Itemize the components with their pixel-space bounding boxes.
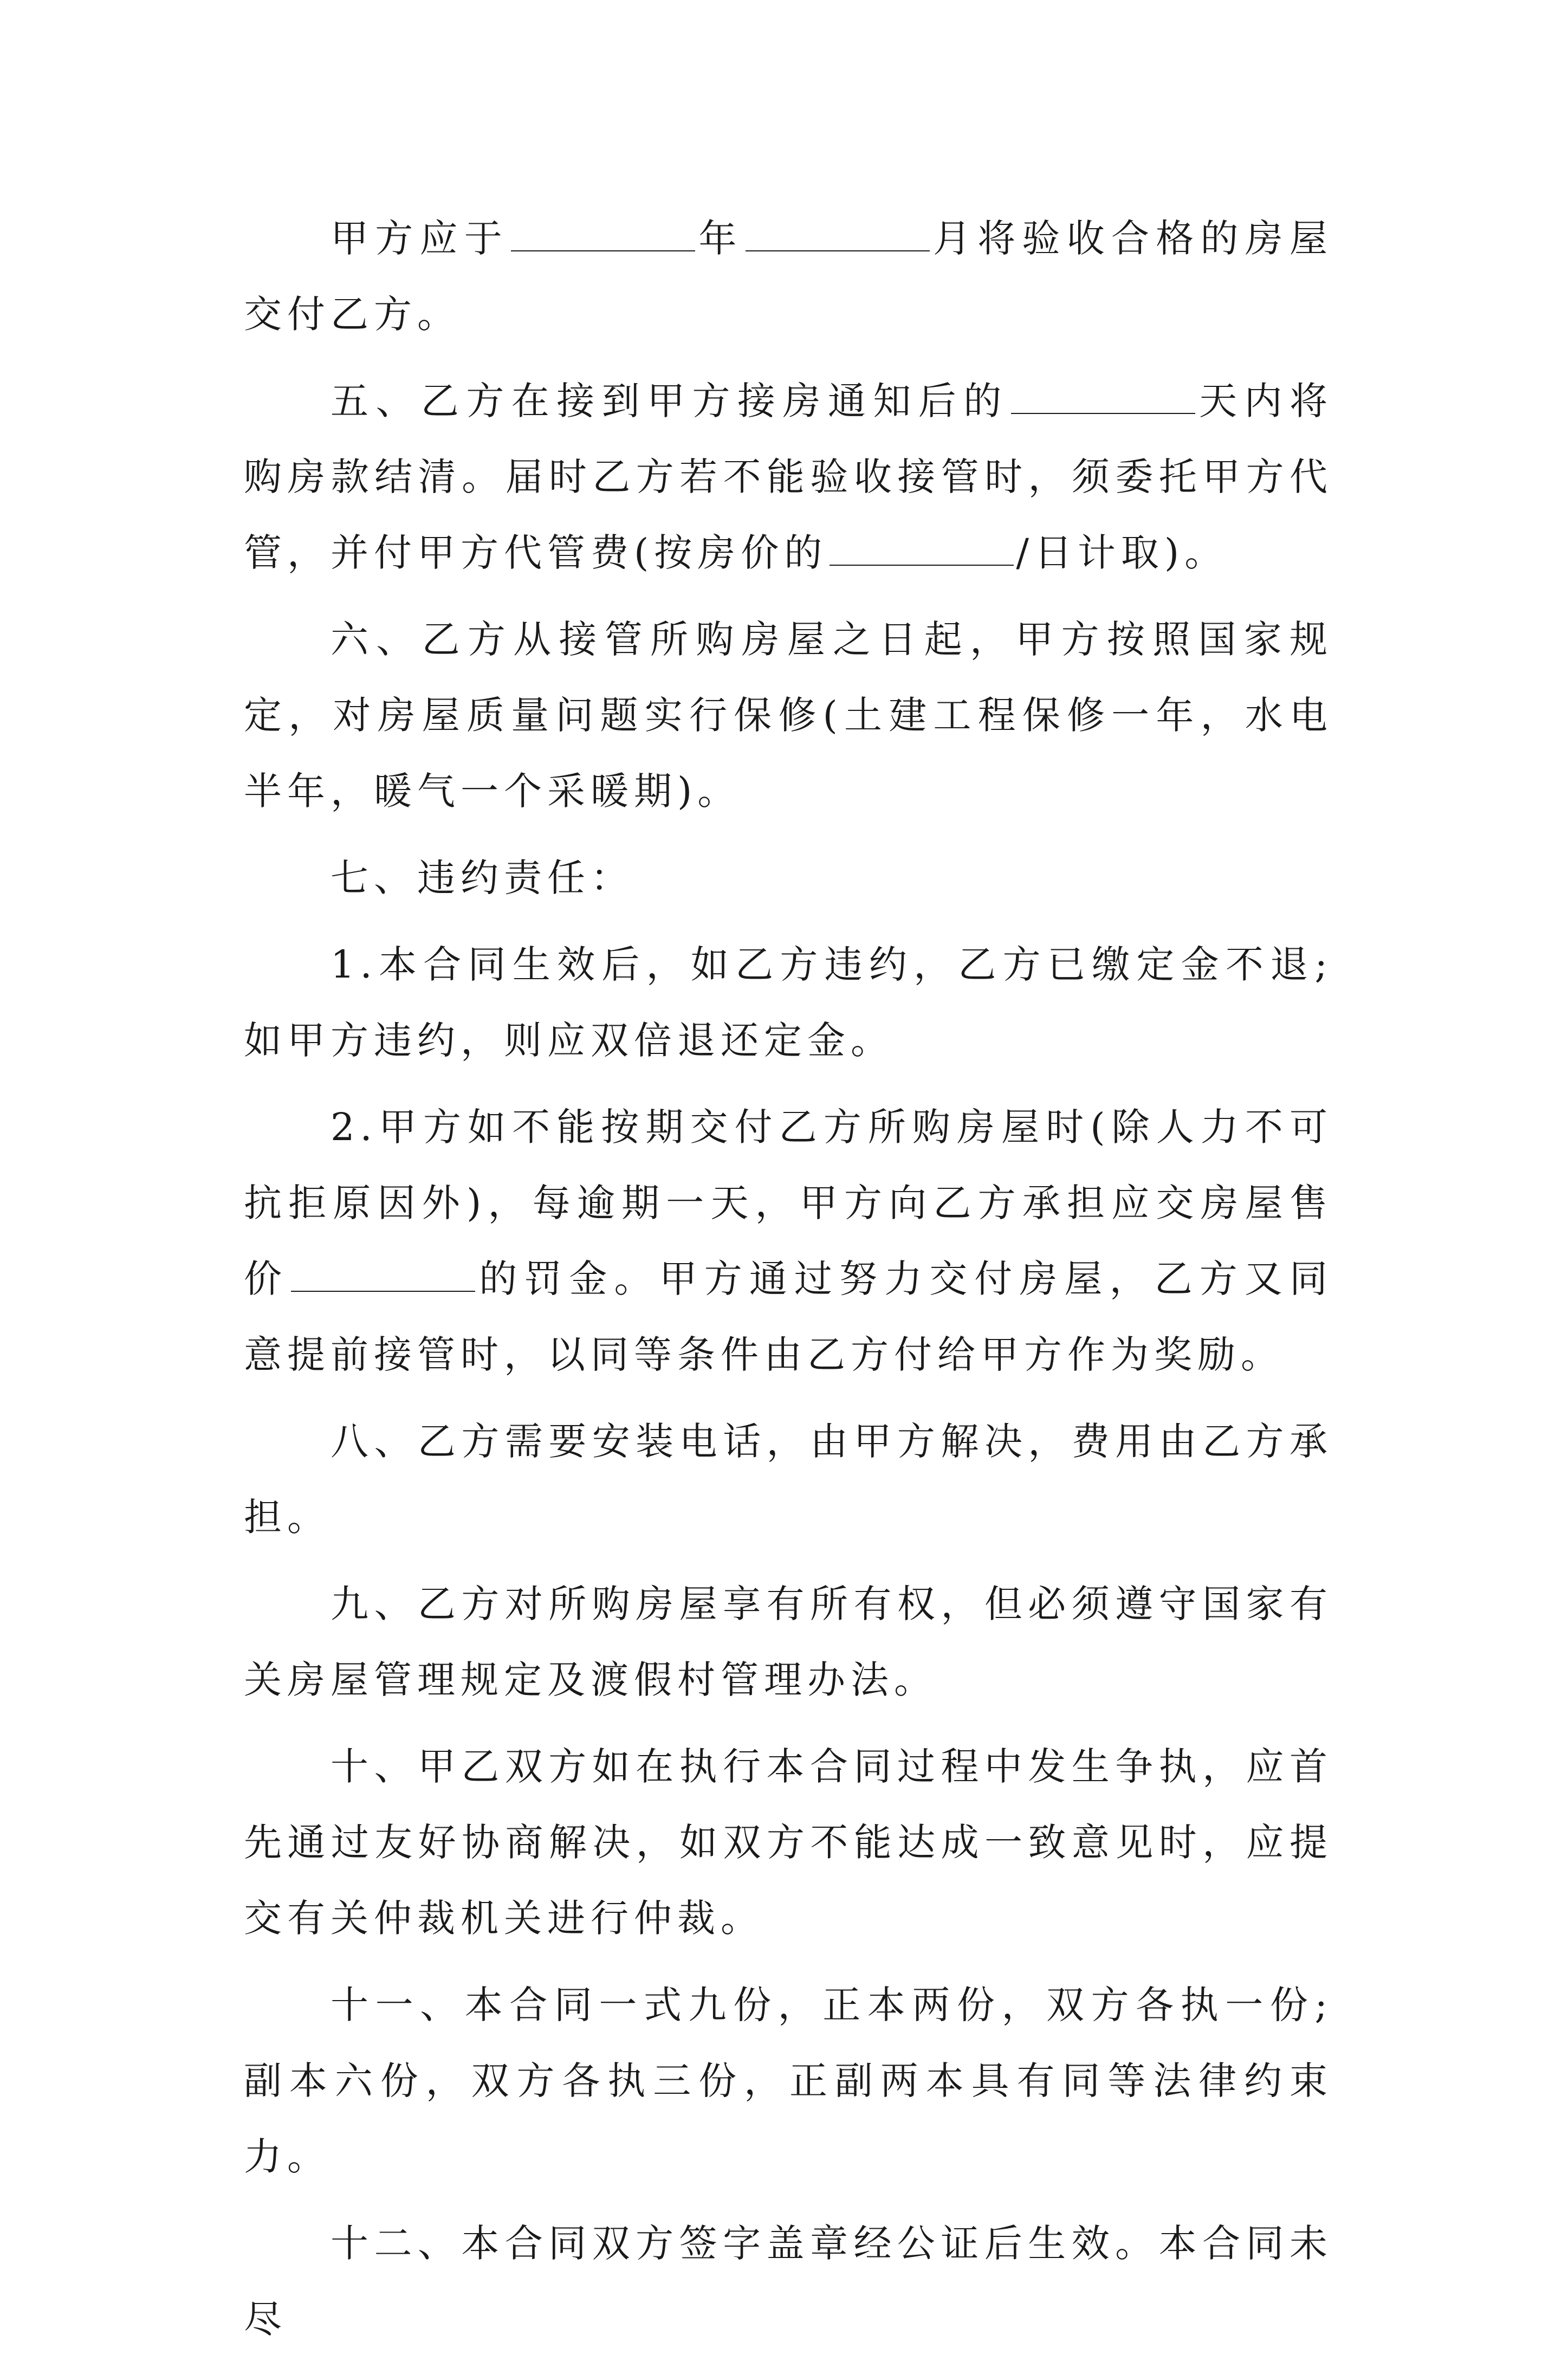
paragraph-text: 九、乙方对所购房屋享有所有权，但必须遵守国家有关房屋管理规定及渡假村管理办法。 xyxy=(244,1582,1333,1702)
blank-field-penalty xyxy=(291,1257,475,1292)
paragraph-text: 年 xyxy=(697,216,743,261)
paragraph-clause-7 xyxy=(244,840,1333,916)
paragraph-text: 八、乙方需要安装电话，由甲方解决，费用由乙方承担。 xyxy=(244,1419,1333,1539)
paragraph-clause-7-2 xyxy=(244,1089,1333,1393)
paragraph-text: 七、违约责任： xyxy=(331,856,634,900)
paragraph-text: 1.本合同生效后，如乙方违约，乙方已缴定金不退;如甲方违约，则应双倍退还定金。 xyxy=(244,942,1333,1063)
paragraph-clause-5 xyxy=(244,363,1333,591)
paragraph-clause-12 xyxy=(244,2205,1333,2357)
paragraph-delivery xyxy=(244,200,1333,352)
paragraph-text: 六、乙方从接管所购房屋之日起，甲方按照国家规定，对房屋质量问题实行保修(土建工程保修一年，水电半年，暖气一个采暖期)。 xyxy=(244,617,1333,813)
paragraph-clause-9 xyxy=(244,1566,1333,1718)
paragraph-text: 十二、本合同双方签字盖章经公证后生效。本合同未尽 xyxy=(244,2221,1333,2341)
blank-field-year xyxy=(511,217,695,251)
paragraph-text: 十、甲乙双方如在执行本合同过程中发生争执，应首先通过友好协商解决，如双方不能达成一致意见时，应提交有关仲裁机关进行仲裁。 xyxy=(244,1744,1333,1940)
contract-body xyxy=(244,200,1333,2368)
blank-field-rate xyxy=(830,531,1014,566)
paragraph-clause-6 xyxy=(244,601,1333,829)
paragraph-clause-8 xyxy=(244,1403,1333,1555)
paragraph-text: 的罚金。甲方通过努力交付房屋，乙方又同意提前接管时，以同等条件由乙方付给甲方作为奖励。 xyxy=(244,1257,1333,1377)
paragraph-text: 十一、本合同一式九份，正本两份，双方各执一份;副本六份，双方各执三份，正副两本具有同等法律约束力。 xyxy=(244,1983,1333,2179)
paragraph-text: 五、乙方在接到甲方接房通知后的 xyxy=(331,379,1009,423)
paragraph-clause-7-1 xyxy=(244,927,1333,1078)
blank-field-days xyxy=(1011,379,1195,414)
paragraph-text: /日计取)。 xyxy=(1016,530,1228,575)
paragraph-text: 2.甲方如不能按期交付乙方所购房屋时(除人力不可抗拒原因外)，每逾期一天，甲方向乙方承担应交房屋售价 xyxy=(244,1105,1333,1301)
paragraph-text: 甲方应于 xyxy=(331,216,509,261)
blank-field-month xyxy=(746,217,930,251)
paragraph-clause-10 xyxy=(244,1729,1333,1956)
paragraph-text: 月将验收合格的房屋交付乙方。 xyxy=(244,216,1333,337)
paragraph-clause-11 xyxy=(244,1967,1333,2195)
paragraph-text: 天内将购房款结清。届时乙方若不能验收接管时，须委托甲方代管，并付甲方代管费(按房价的 xyxy=(244,379,1333,575)
